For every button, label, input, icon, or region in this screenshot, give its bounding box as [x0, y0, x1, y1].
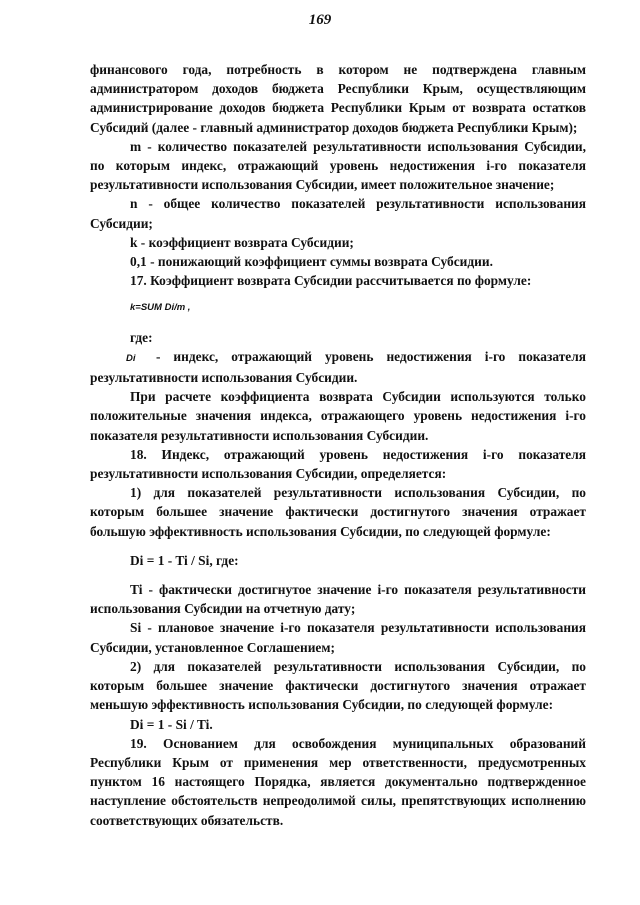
paragraph: 2) для показателей результативности использования Субсидии, по которым большее значение фактически достигнутого значения отражает меньшую эффективность использования Субсидии, по следующей формуле: — [90, 658, 586, 713]
paragraph-di — [90, 347, 586, 387]
formula-k: k=SUM Di/m , — [130, 302, 191, 314]
paragraph: где: — [130, 329, 153, 345]
paragraph: k - коэффициент возврата Субсидии; — [130, 234, 354, 250]
paragraph: 17. Коэффициент возврата Субсидии рассчитывается по формуле: — [130, 273, 532, 289]
paragraph: 19. Основанием для освобождения муниципальных образований Республики Крым от применения мер ответственности, предусмотренных пунктом 16 настоящего Порядка, является документально подтвержденное наступление обстоятельств непреодолимой силы, препятствующих исполнению соответствующих обязательств. — [90, 735, 586, 828]
formula-d2: Di = 1 - Si / Ti. — [130, 716, 213, 732]
paragraph: 0,1 - понижающий коэффициент суммы возврата Субсидии. — [130, 254, 493, 270]
paragraph: n - общее количество показателей результативности использования Субсидии; — [90, 196, 586, 231]
paragraph: m - количество показателей результативности использования Субсидии, по которым индекс, отражающий уровень недостижения i-го показателя результативности использования Субсидии, имеет положительное значение; — [90, 138, 586, 193]
paragraph: финансового года, потребность в котором не подтверждена главным администратором доходов бюджета Республики Крым, осуществляющим администрирование доходов бюджета Республики Крым от возврата остатков Субсидий (далее - главный администратор доходов бюджета Республики Крым); — [90, 62, 586, 135]
paragraph: Ti - фактически достигнутое значение i-го показателя результативности использования Субсидии на отчетную дату; — [90, 582, 586, 617]
paragraph: Si - плановое значение i-го показателя результативности использования Субсидии, установленное Соглашением; — [90, 620, 586, 655]
di-symbol: Di — [126, 352, 136, 364]
formula-d1: Di = 1 - Ti / Si, где: — [130, 552, 239, 568]
paragraph: 1) для показателей результативности использования Субсидии, по которым большее значение фактически достигнутого значения отражает большую эффективность использования Субсидии, по следующей формуле: — [90, 485, 586, 539]
di-text: - индекс, отражающий уровень недостижения i-го показателя результативности использования Субсидии. — [90, 348, 586, 386]
paragraph: 18. Индекс, отражающий уровень недостижения i-го показателя результативности использования Субсидии, определяется: — [90, 446, 586, 482]
paragraph: При расчете коэффициента возврата Субсидии используются только положительные значения индекса, отражающего уровень недостижения i-го показателя результативности использования Субсидии. — [90, 389, 586, 443]
page-number: 169 — [308, 12, 332, 28]
document-body — [90, 60, 586, 830]
